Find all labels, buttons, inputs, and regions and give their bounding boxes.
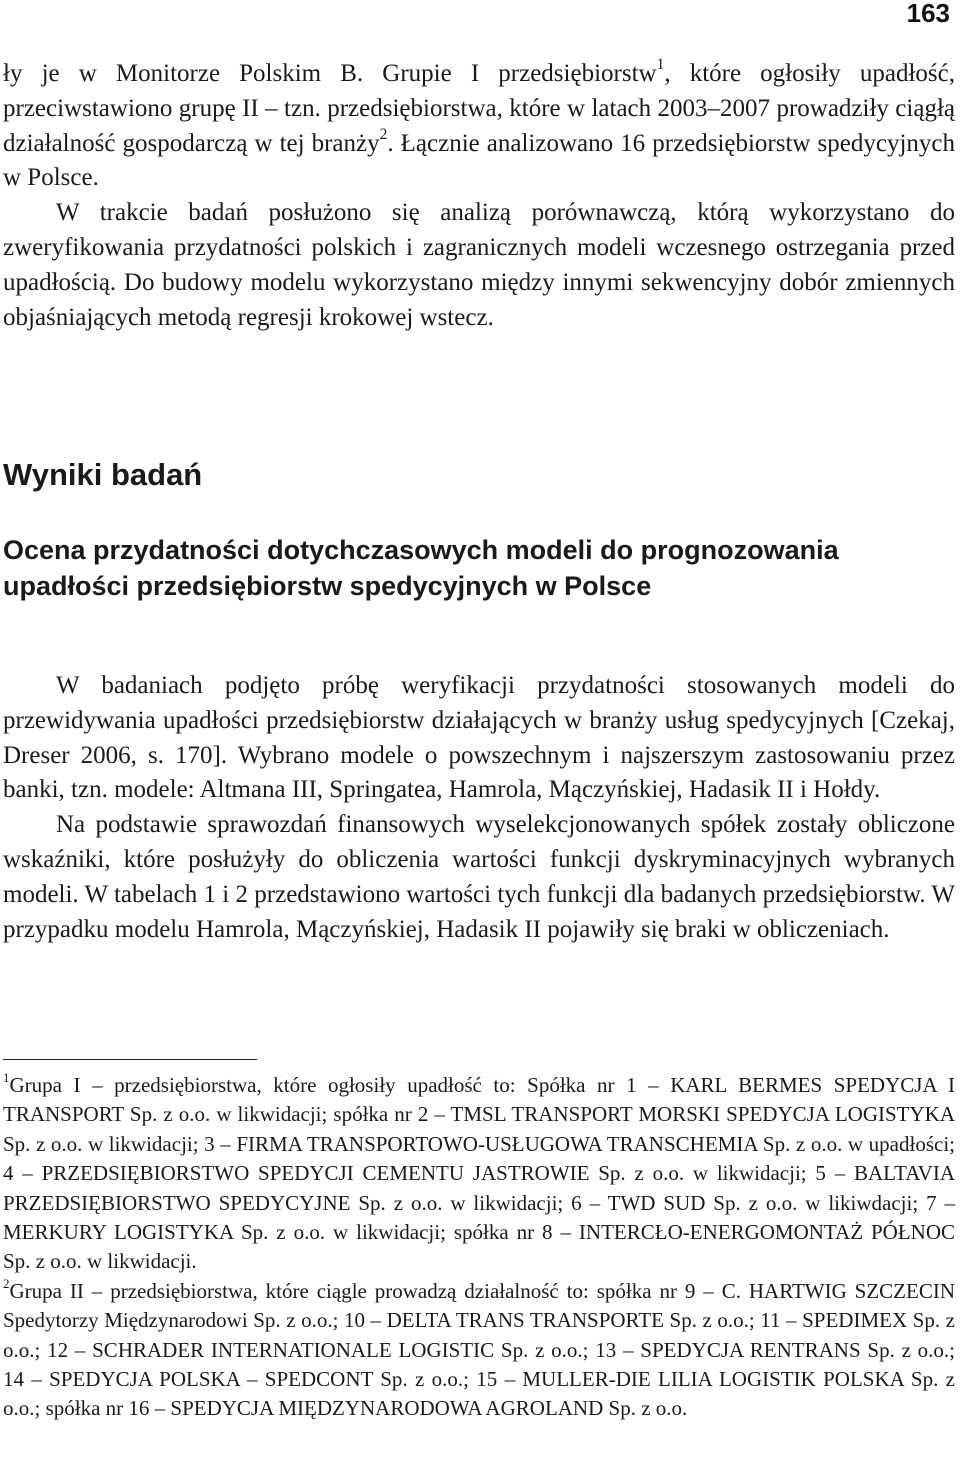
intro-paragraph-1 [3,57,955,196]
footnotes-section [3,1071,955,1424]
intro-paragraph-2: W trakcie badań posłużono się analizą porównawczą, którą wykorzystano do zweryfikowania przydatności polskich i zagranicznych modeli wczesnego ostrzegania przed upadłością. Do budowy modelu wykorzystano między innymi sekwencyjny dobór zmiennych objaśniających metodą regresji krokowej wstecz. [3,199,955,331]
footnote-1 [3,1071,955,1277]
results-paragraph-2: Na podstawie sprawozdań finansowych wyselekcjonowanych spółek zostały obliczone wskaźniki, które posłużyły do obliczenia wartości funkcji dyskryminacyjnych wybranych modeli. W tabelach 1 i 2 przedstawiono wartości tych funkcji dla badanych przedsiębiorstw. W przypadku modelu Hamrola, Mączyńskiej, Hadasik II pojawiły się braki w obliczeniach. [3,811,955,943]
footnote-ref-2: 2 [379,125,388,143]
footnote-1-number: 1 [3,1070,10,1086]
footnote-divider [3,1059,257,1060]
subsection-heading: Ocena przydatności dotychczasowych modeli do prognozowania upadłości przedsiębiorstw spedycyjnych w Polsce [3,535,839,601]
section-heading: Wyniki badań [3,457,203,492]
footnote-2 [3,1277,955,1424]
page-number: 163 [906,0,950,28]
footnote-2-number: 2 [3,1275,10,1291]
footnote-2-text: Grupa II – przedsiębiorstwa, które ciągle prowadzą działalność to: spółka nr 9 – C. HARTWIG SZCZECIN Spedytorzy Międzynarodowi Sp. z o.o.; 10 – DELTA TRANS TRANSPORTE Sp. z o.o.; 11 – SPEDIMEX Sp. z o.o.; 12 – SCHRADER INTERNATIONALE LOGISTIC Sp. z o.o.; 13 – SPEDYCJA RENTRANS Sp. z o.o.; 14 – SPEDYCJA POLSKA – SPEDCONT Sp. z o.o.; 15 – MULLER-DIE LILIA LOGISTIK POLSKA Sp. z o.o.; spółka nr 16 – SPEDYCJA MIĘDZYNARODOWA AGROLAND Sp. z o.o. [3,1278,955,1421]
intro-p1-text-c: . Łącznie analizowano 16 przedsiębiorstw spedycyjnych w Polsce. [3,129,955,192]
footnote-ref-1: 1 [656,56,665,74]
intro-p1-text-a: ły je w Monitorze Polskim B. Grupie I przedsiębiorstw [3,60,657,87]
intro-p1-text-b: , które ogłosiły upadłość, przeciwstawiono grupę II – tzn. przedsiębiorstwa, które w latach 2003–2007 prowadziły ciągłą działalność gospodarczą w tej branży [3,60,955,157]
results-section [3,669,955,947]
footnote-1-text: Grupa I – przedsiębiorstwa, które ogłosiły upadłość to: Spółka nr 1 – KARL BERMES SPEDYCJA I TRANSPORT Sp. z o.o. w likwidacji; spółka nr 2 – TMSL TRANSPORT MORSKI SPEDYCJA LOGISTYKA Sp. z o.o. w likwidacji; 3 – FIRMA TRANSPORTOWO-USŁUGOWA TRANSCHEMIA Sp. z o.o. w upadłości; 4 – PRZEDSIĘBIORSTWO SPEDYCJI CEMENTU JASTROWIE Sp. z o.o. w likwidacji; 5 – BALTAVIA PRZEDSIĘBIORSTWO SPEDYCYJNE Sp. z o.o. w likwidacji; 6 – TWD SUD Sp. z o.o. w likiwdacji; 7 – MERKURY LOGISTYKA Sp. z o.o. w likwidacji; spółka nr 8 – INTERCŁO-ENERGOMONTAŻ PÓŁNOC Sp. z o.o. w likwidacji. [3,1073,955,1274]
results-paragraph-1: W badaniach podjęto próbę weryfikacji przydatności stosowanych modeli do przewidywania upadłości przedsiębiorstw działających w branży usług spedycyjnych [Czekaj, Dreser 2006, s. 170]. Wybrano modele o powszechnym i najszerszym zastosowaniu przez banki, tzn. modele: Altmana III, Springatea, Hamrola, Mączyńskiej, Hadasik II i Hołdy. [3,672,955,804]
intro-section [3,57,955,335]
